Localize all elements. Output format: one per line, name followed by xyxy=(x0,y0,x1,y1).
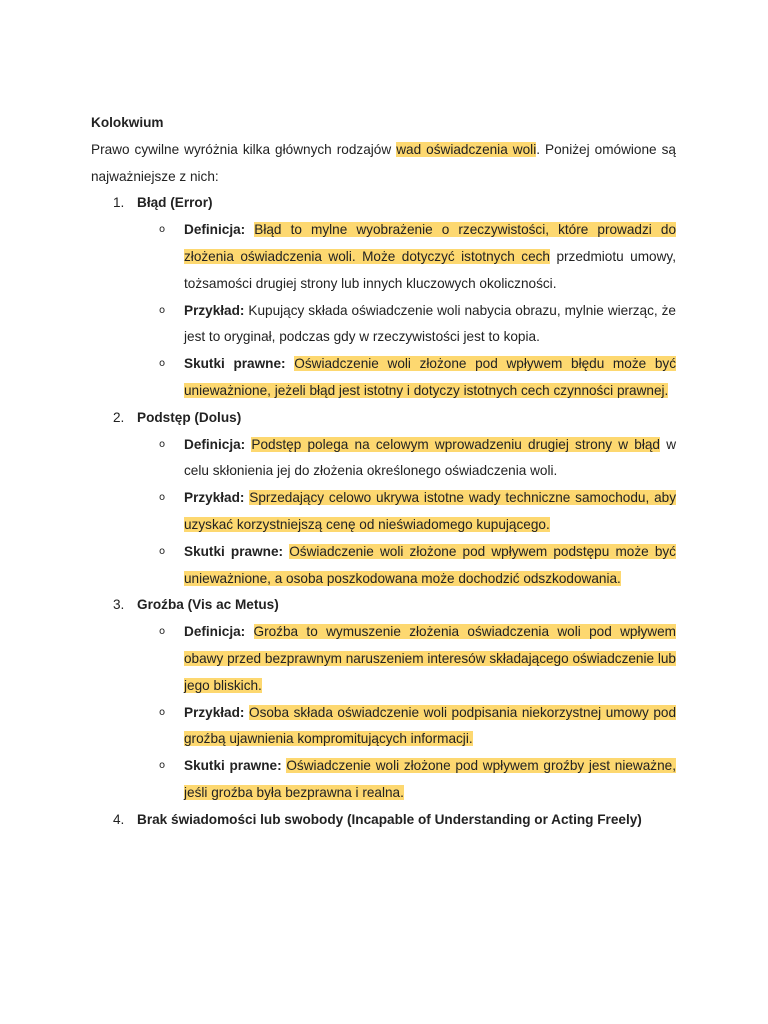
section-items xyxy=(137,432,676,593)
bullet-icon: o xyxy=(159,545,166,557)
section-items xyxy=(137,619,676,807)
item-label: Przykład: xyxy=(184,302,245,318)
list-item xyxy=(137,298,676,352)
item-highlight: Osoba składa oświadczenie woli podpisania niekorzystnej umowy pod groźbą ujawnienia kompromitujących informacji. xyxy=(184,704,676,747)
bullet-icon: o xyxy=(159,438,166,450)
item-highlight: Groźba to wymuszenie złożenia oświadczenia woli pod wpływem obawy przed bezprawnym naruszeniem interesów składającego oświadczenie lub jego bliskich. xyxy=(184,624,676,693)
defects-list xyxy=(91,190,676,833)
section-error xyxy=(91,190,676,404)
list-item xyxy=(137,753,676,807)
document-page xyxy=(91,110,676,834)
item-label: Przykład: xyxy=(184,704,245,720)
item-text: Kupujący składa oświadczenie woli nabycia obrazu, mylnie wierząc, że jest to oryginał, podczas gdy w rzeczywistości jest to kopia. xyxy=(184,302,676,345)
section-number: 4. xyxy=(113,811,125,827)
item-label: Skutki prawne: xyxy=(184,543,284,559)
list-item xyxy=(137,539,676,593)
bullet-icon: o xyxy=(159,304,166,316)
list-item xyxy=(137,432,676,486)
section-dolus xyxy=(91,405,676,593)
intro-text-end: . Poniżej omówione są najważniejsze z nich: xyxy=(91,141,676,184)
item-highlight: Oświadczenie woli złożone pod wpływem podstępu może być unieważnione, a osoba poszkodowana może dochodzić odszkodowania. xyxy=(184,543,676,586)
bullet-icon: o xyxy=(159,358,166,370)
bullet-icon: o xyxy=(159,760,166,772)
item-label: Przykład: xyxy=(184,490,245,506)
bullet-icon: o xyxy=(159,492,166,504)
list-item xyxy=(137,485,676,539)
item-label: Definicja: xyxy=(184,624,246,640)
bullet-icon: o xyxy=(159,626,166,638)
section-number: 1. xyxy=(113,195,125,211)
bullet-icon: o xyxy=(159,706,166,718)
list-item xyxy=(137,351,676,405)
item-text: w celu skłonienia jej do złożenia określonego oświadczenia woli. xyxy=(184,436,677,479)
intro-highlight: wad oświadczenia woli xyxy=(396,141,537,157)
bullet-icon: o xyxy=(159,224,166,236)
section-heading: Brak świadomości lub swobody (Incapable of Understanding or Acting Freely) xyxy=(137,811,642,827)
section-heading: Podstęp (Dolus) xyxy=(137,409,242,425)
section-heading: Błąd (Error) xyxy=(137,195,213,211)
item-label: Definicja: xyxy=(184,436,246,452)
intro-paragraph xyxy=(91,137,676,191)
section-number: 2. xyxy=(113,409,125,425)
list-item xyxy=(137,700,676,754)
item-highlight: Oświadczenie woli złożone pod wpływem błędu może być unieważnione, jeżeli błąd jest istotny i dotyczy istotnych cech czynności prawnej. xyxy=(184,356,676,398)
item-text: przedmiotu umowy, tożsamości drugiej strony lub innych kluczowych okoliczności. xyxy=(184,248,676,291)
section-heading: Groźba (Vis ac Metus) xyxy=(137,597,279,613)
list-item xyxy=(137,619,676,699)
section-items xyxy=(137,217,676,405)
section-number: 3. xyxy=(113,597,125,613)
item-highlight: Oświadczenie woli złożone pod wpływem groźby jest nieważne, jeśli groźba była bezprawna i realna. xyxy=(184,758,676,800)
section-incapacity xyxy=(91,807,676,834)
item-label: Skutki prawne: xyxy=(184,356,286,372)
item-label: Skutki prawne: xyxy=(184,758,282,774)
section-threat xyxy=(91,592,676,806)
item-highlight: Sprzedający celowo ukrywa istotne wady techniczne samochodu, aby uzyskać korzystniejszą cenę od nieświadomego kupującego. xyxy=(184,490,676,532)
item-highlight: Podstęp polega na celowym wprowadzeniu drugiej strony w błąd xyxy=(251,436,660,452)
intro-text: Prawo cywilne wyróżnia kilka głównych rodzajów xyxy=(91,141,397,157)
item-highlight: Błąd to mylne wyobrażenie o rzeczywistości, które prowadzi do złożenia oświadczenia woli. Może dotyczyć istotnych cech xyxy=(184,222,677,264)
item-label: Definicja: xyxy=(184,222,246,238)
list-item xyxy=(137,217,676,297)
document-title: Kolokwium xyxy=(91,115,164,130)
